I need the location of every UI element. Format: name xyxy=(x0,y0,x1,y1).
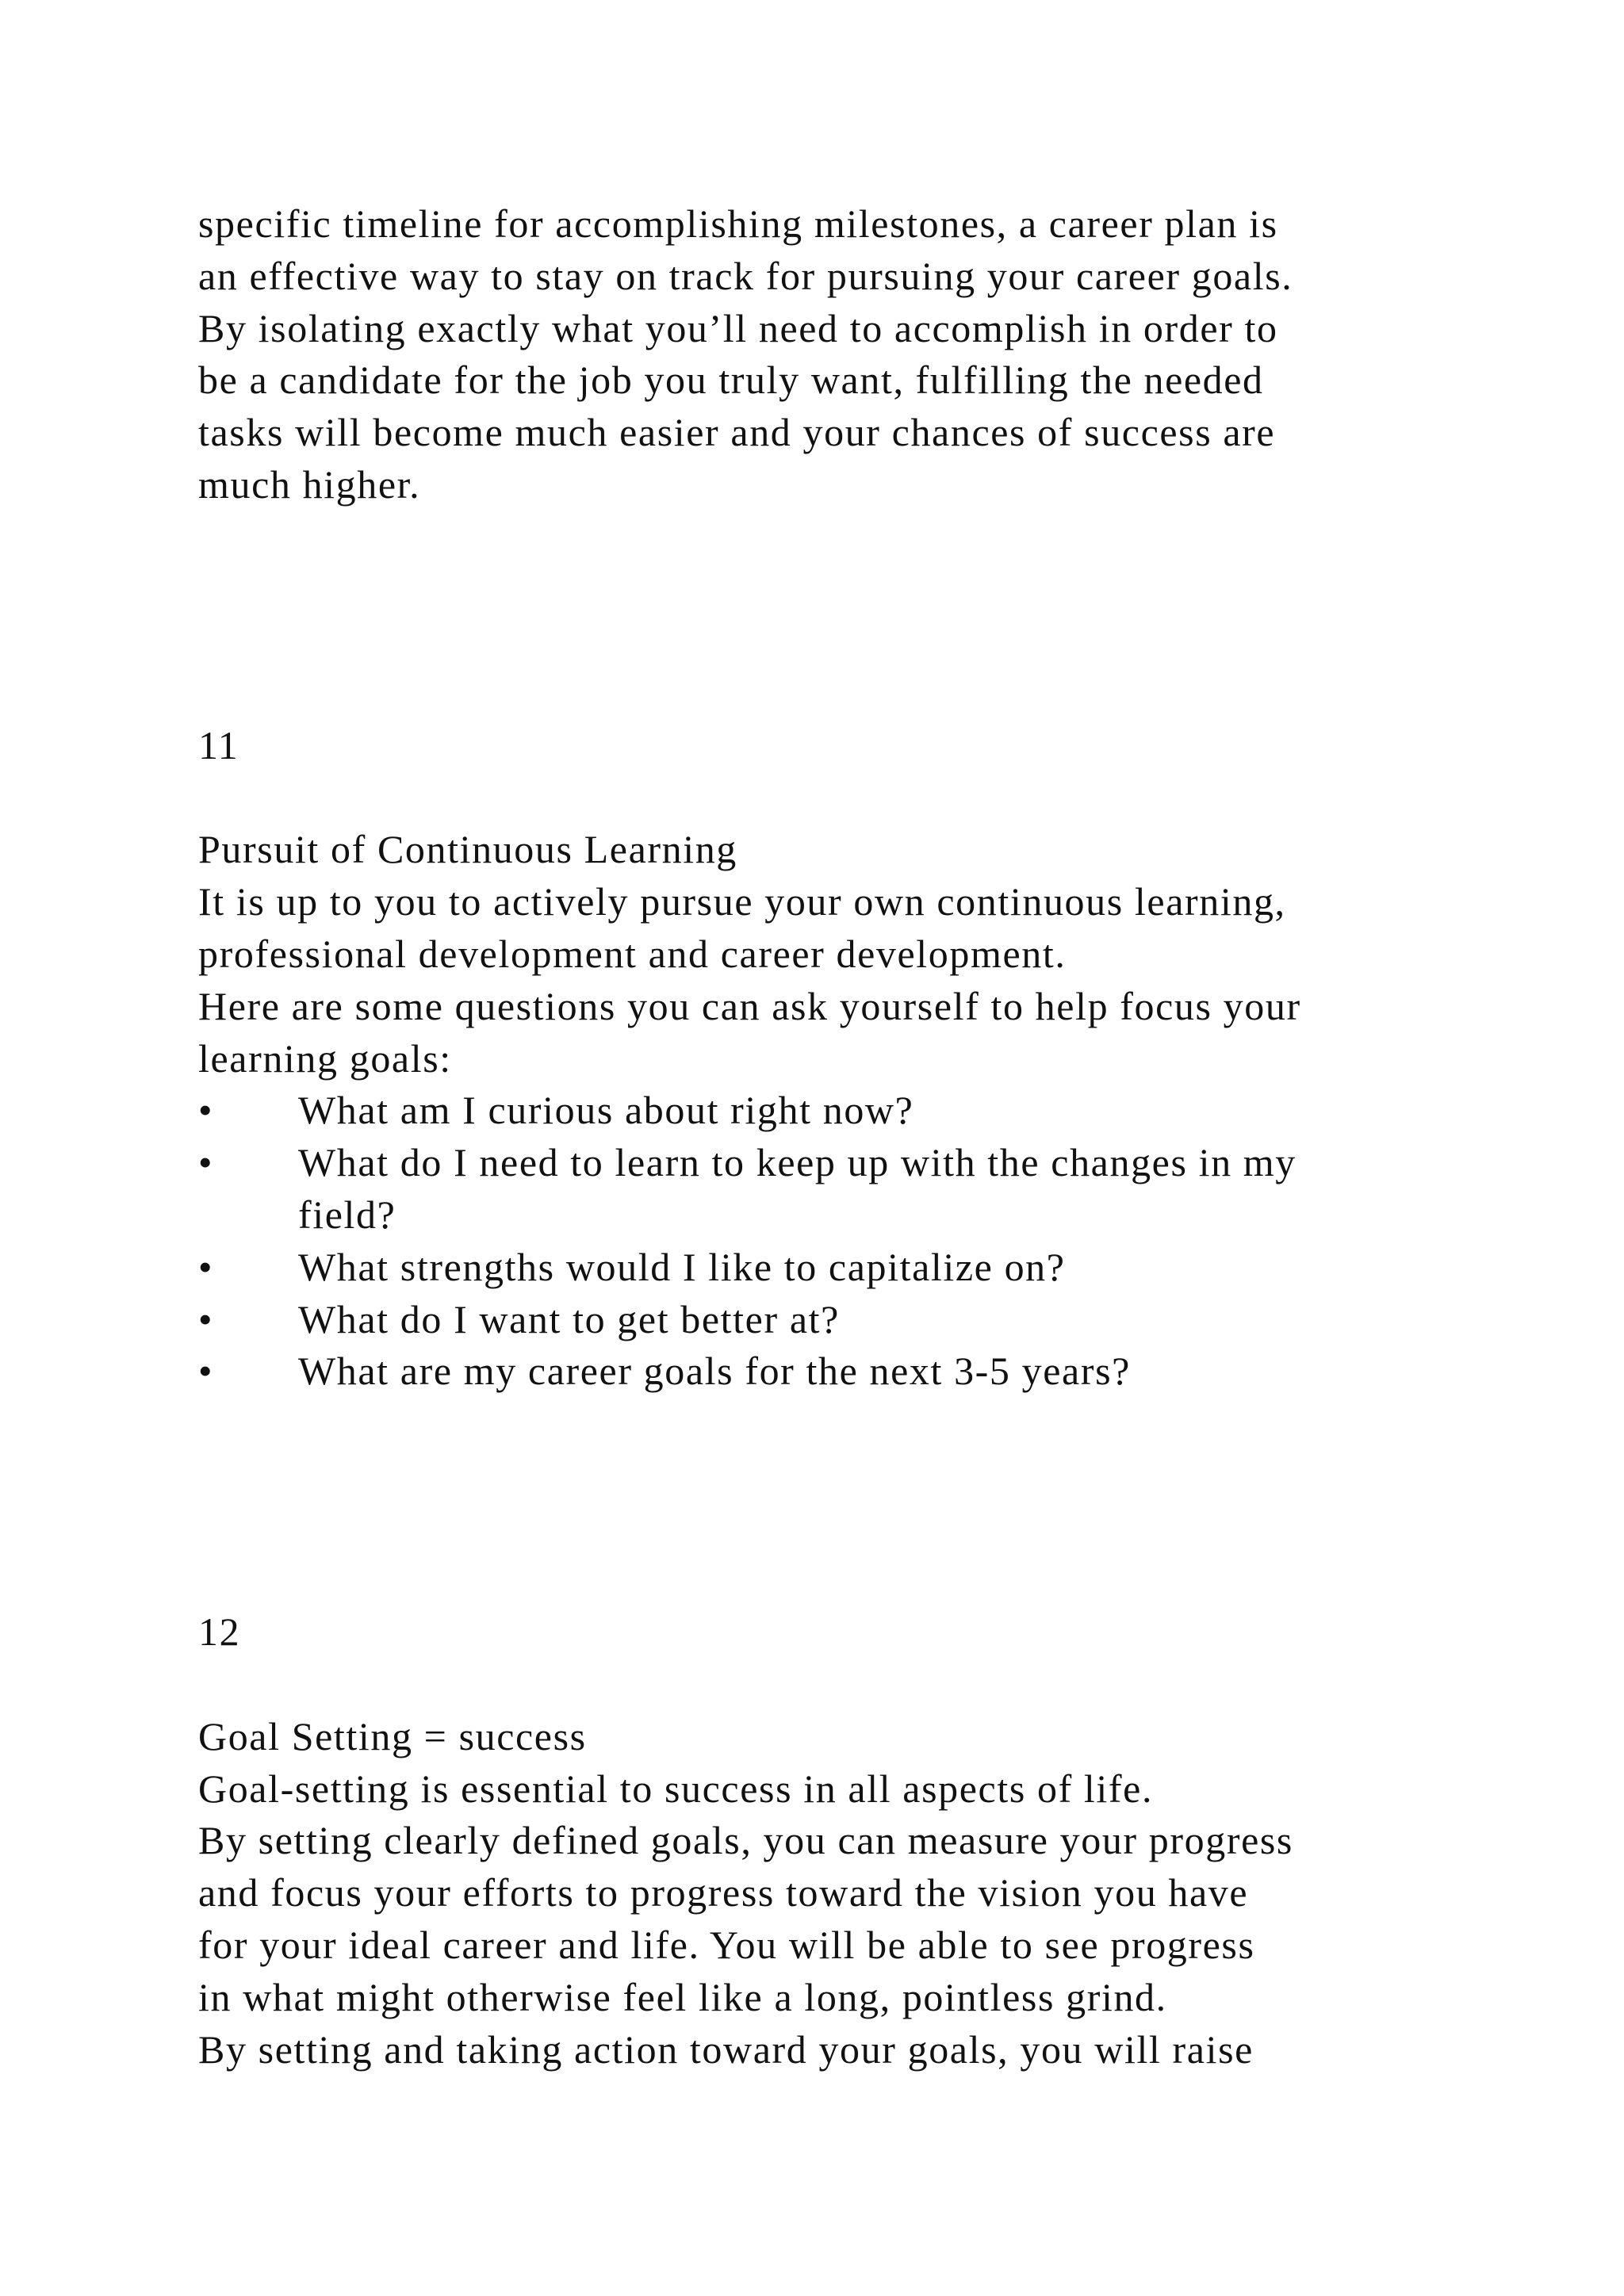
text-line: By setting clearly defined goals, you can measure your progress xyxy=(198,1818,1293,1863)
bullet-list xyxy=(198,1085,1507,1398)
list-item xyxy=(198,1345,1507,1398)
bullet-icon: • xyxy=(198,1244,214,1289)
document-body xyxy=(198,198,1507,2076)
spacer xyxy=(198,1659,1507,1711)
list-item xyxy=(198,1242,1507,1294)
list-item-text: What am I curious about right now? xyxy=(298,1088,914,1133)
section-title: Pursuit of Continuous Learning xyxy=(198,827,737,872)
text-line: in what might otherwise feel like a long, pointless grind. xyxy=(198,1974,1167,2019)
text-line: Here are some questions you can ask yourself to help focus your xyxy=(198,983,1301,1028)
list-item-text: What strengths would I like to capitalize on? xyxy=(298,1244,1066,1289)
section-title: Goal Setting = success xyxy=(198,1713,587,1758)
list-item xyxy=(198,1085,1507,1137)
slide-12-section xyxy=(198,1606,1507,2076)
slide-number: 11 xyxy=(198,722,239,767)
text-line: Goal-setting is essential to success in all aspects of life. xyxy=(198,1766,1154,1811)
text-line: tasks will become much easier and your chances of success are xyxy=(198,410,1276,455)
list-item xyxy=(198,1294,1507,1346)
text-line: It is up to you to actively pursue your own continuous learning, xyxy=(198,879,1286,924)
bullet-icon: • xyxy=(198,1296,214,1341)
text-line: learning goals: xyxy=(198,1035,452,1081)
text-line: specific timeline for accomplishing milestones, a career plan is xyxy=(198,201,1278,246)
text-line: much higher. xyxy=(198,461,421,507)
text-line: By setting and taking action toward your goals, you will raise xyxy=(198,2026,1254,2072)
slide-11-section xyxy=(198,720,1507,1398)
intro-paragraph xyxy=(198,198,1507,511)
text-line: professional development and career development. xyxy=(198,931,1067,976)
list-item xyxy=(198,1137,1507,1242)
spacer xyxy=(198,1398,1507,1606)
slide-number: 12 xyxy=(198,1609,241,1655)
spacer xyxy=(198,772,1507,825)
list-item-text: What are my career goals for the next 3-5 years? xyxy=(298,1349,1131,1394)
bullet-icon: • xyxy=(198,1349,214,1394)
list-item-text: field? xyxy=(298,1192,396,1237)
text-line: be a candidate for the job you truly want, fulfilling the needed xyxy=(198,358,1264,403)
text-line: an effective way to stay on track for pursuing your career goals. xyxy=(198,253,1293,298)
list-item-text: What do I need to learn to keep up with the changes in my xyxy=(298,1140,1297,1185)
text-line: for your ideal career and life. You will be able to see progress xyxy=(198,1922,1255,1967)
spacer xyxy=(198,511,1507,720)
bullet-icon: • xyxy=(198,1088,214,1133)
list-item-text: What do I want to get better at? xyxy=(298,1296,840,1341)
bullet-icon: • xyxy=(198,1140,214,1185)
text-line: By isolating exactly what you’ll need to accomplish in order to xyxy=(198,305,1278,350)
text-line: and focus your efforts to progress toward the vision you have xyxy=(198,1870,1249,1915)
